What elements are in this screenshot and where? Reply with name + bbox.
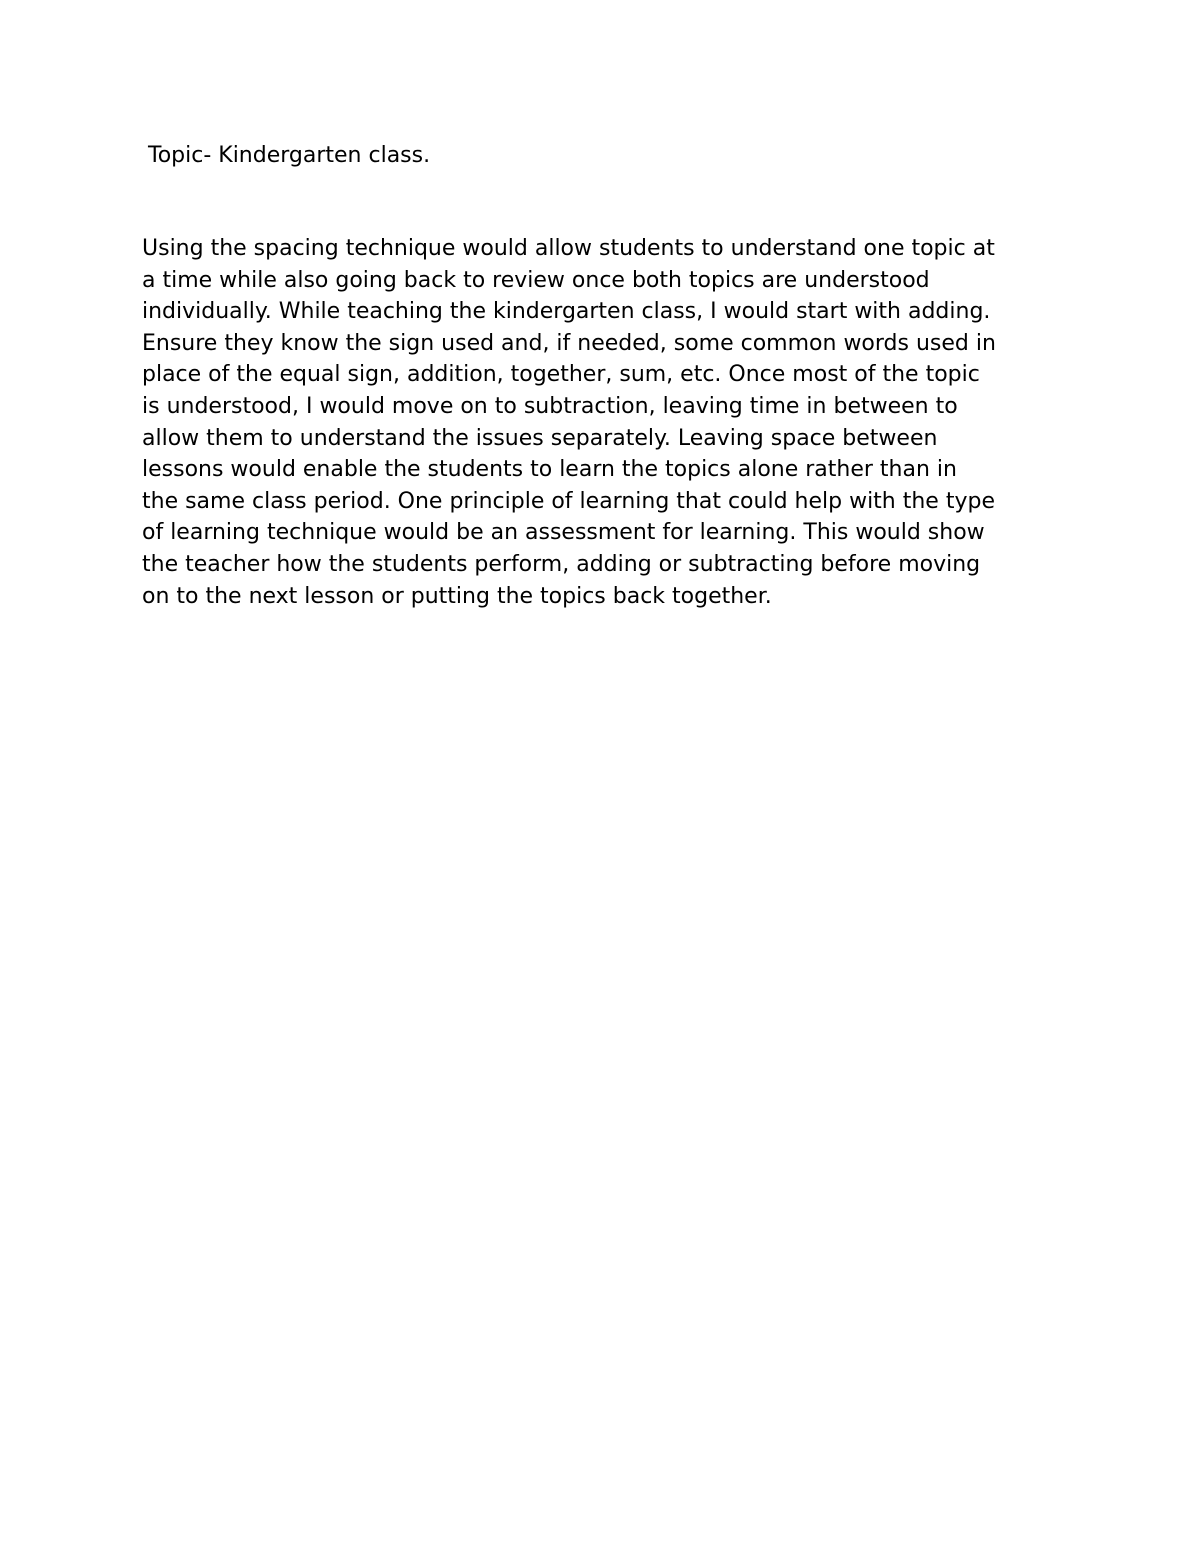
paragraph-line: lessons would enable the students to learn the topics alone rather than in	[142, 457, 957, 483]
paragraph-line: allow them to understand the issues separately. Leaving space between	[142, 425, 938, 451]
paragraph-line: the teacher how the students perform, adding or subtracting before moving	[142, 551, 981, 577]
paragraph-line: Ensure they know the sign used and, if needed, some common words used in	[142, 330, 996, 356]
paragraph-line: place of the equal sign, addition, together, sum, etc. Once most of the topic	[142, 362, 980, 388]
topic-heading: Topic- Kindergarten class.	[148, 143, 431, 168]
paragraph-line: on to the next lesson or putting the topics back together.	[142, 583, 772, 609]
paragraph-line: Using the spacing technique would allow students to understand one topic at	[142, 236, 995, 261]
paragraph-line: individually. While teaching the kindergarten class, I would start with adding.	[142, 299, 991, 325]
paragraph-line: a time while also going back to review once both topics are understood	[142, 267, 930, 293]
paragraph-line: of learning technique would be an assessment for learning. This would show	[142, 520, 985, 546]
paragraph-line: is understood, I would move on to subtraction, leaving time in between to	[142, 393, 958, 419]
paragraph-line: the same class period. One principle of learning that could help with the type	[142, 488, 995, 514]
body-paragraph	[142, 233, 1082, 612]
